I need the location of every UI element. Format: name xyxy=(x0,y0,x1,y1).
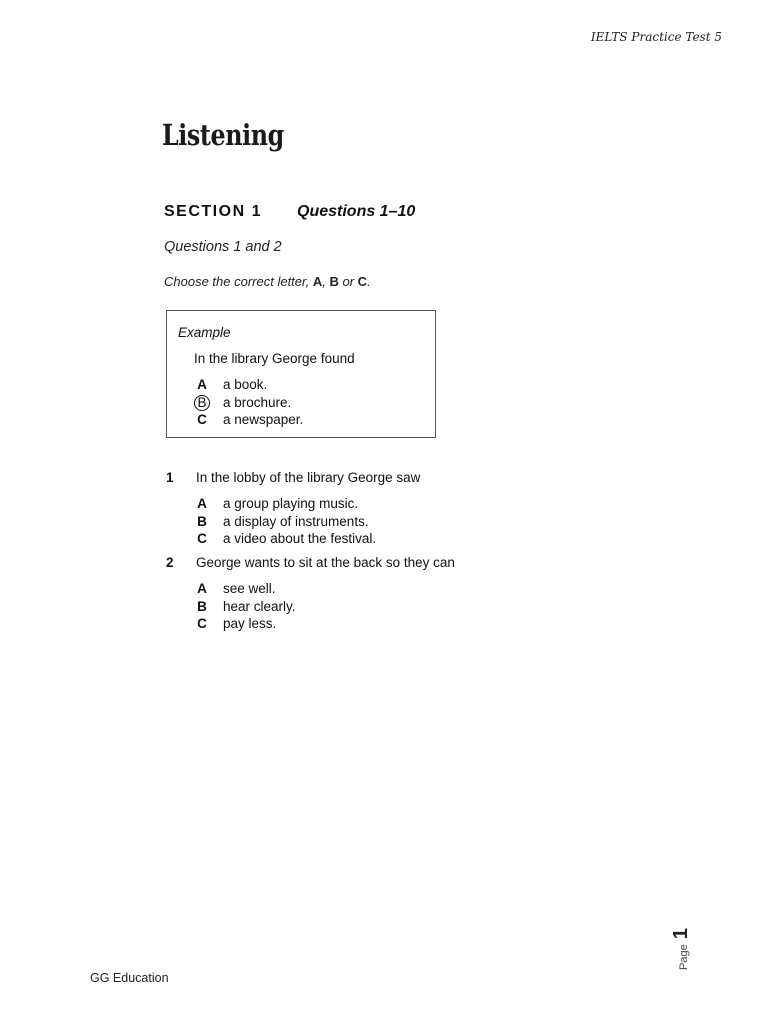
instruction-letter-b: B xyxy=(329,274,339,289)
instruction-prefix: Choose the correct letter, xyxy=(164,274,313,289)
option-text: a display of instruments. xyxy=(223,513,369,529)
instruction-text xyxy=(164,274,371,289)
option-text: pay less. xyxy=(223,616,277,631)
example-box xyxy=(166,310,436,438)
footer-publisher: GG Education xyxy=(90,971,169,985)
page-number: 1 xyxy=(670,928,692,940)
option-letter: C xyxy=(197,412,207,427)
page-number-block xyxy=(670,920,718,970)
section-label: SECTION 1 xyxy=(164,203,262,220)
example-title: Example xyxy=(178,325,231,340)
instruction-letter-a: A xyxy=(312,274,323,289)
question-number: 1 xyxy=(166,470,174,485)
questions-subheading: Questions 1 and 2 xyxy=(164,239,282,255)
option-letter: B xyxy=(197,513,207,529)
option-letter: A xyxy=(197,377,207,392)
option-text: hear clearly. xyxy=(223,598,296,614)
option-text: a brochure. xyxy=(223,394,292,410)
option-text: see well. xyxy=(223,581,276,596)
instruction-or: or xyxy=(338,274,358,289)
page-title: Listening xyxy=(162,118,284,152)
page-word: Page xyxy=(678,944,690,970)
option-letter: B xyxy=(197,598,207,614)
option-text: a video about the festival. xyxy=(223,531,377,546)
example-stem: In the library George found xyxy=(194,351,355,366)
instruction-suffix: . xyxy=(367,274,371,289)
option-text: a book. xyxy=(223,377,268,392)
running-header: IELTS Practice Test 5 xyxy=(590,30,722,44)
option-letter: C xyxy=(197,616,207,631)
option-letter: A xyxy=(197,581,207,596)
question-stem: George wants to sit at the back so they can xyxy=(196,555,455,570)
option-text: a newspaper. xyxy=(223,412,304,427)
option-text: a group playing music. xyxy=(223,496,359,511)
option-letter: A xyxy=(197,496,207,511)
instruction-separator: , xyxy=(322,274,330,289)
question-number: 2 xyxy=(166,555,174,570)
section-questions-range: Questions 1–10 xyxy=(297,203,416,220)
option-letter-selected: B xyxy=(194,395,210,411)
section-heading xyxy=(164,203,415,221)
instruction-letter-c: C xyxy=(357,274,368,289)
question-stem: In the lobby of the library George saw xyxy=(196,470,421,485)
option-letter: C xyxy=(197,531,207,546)
